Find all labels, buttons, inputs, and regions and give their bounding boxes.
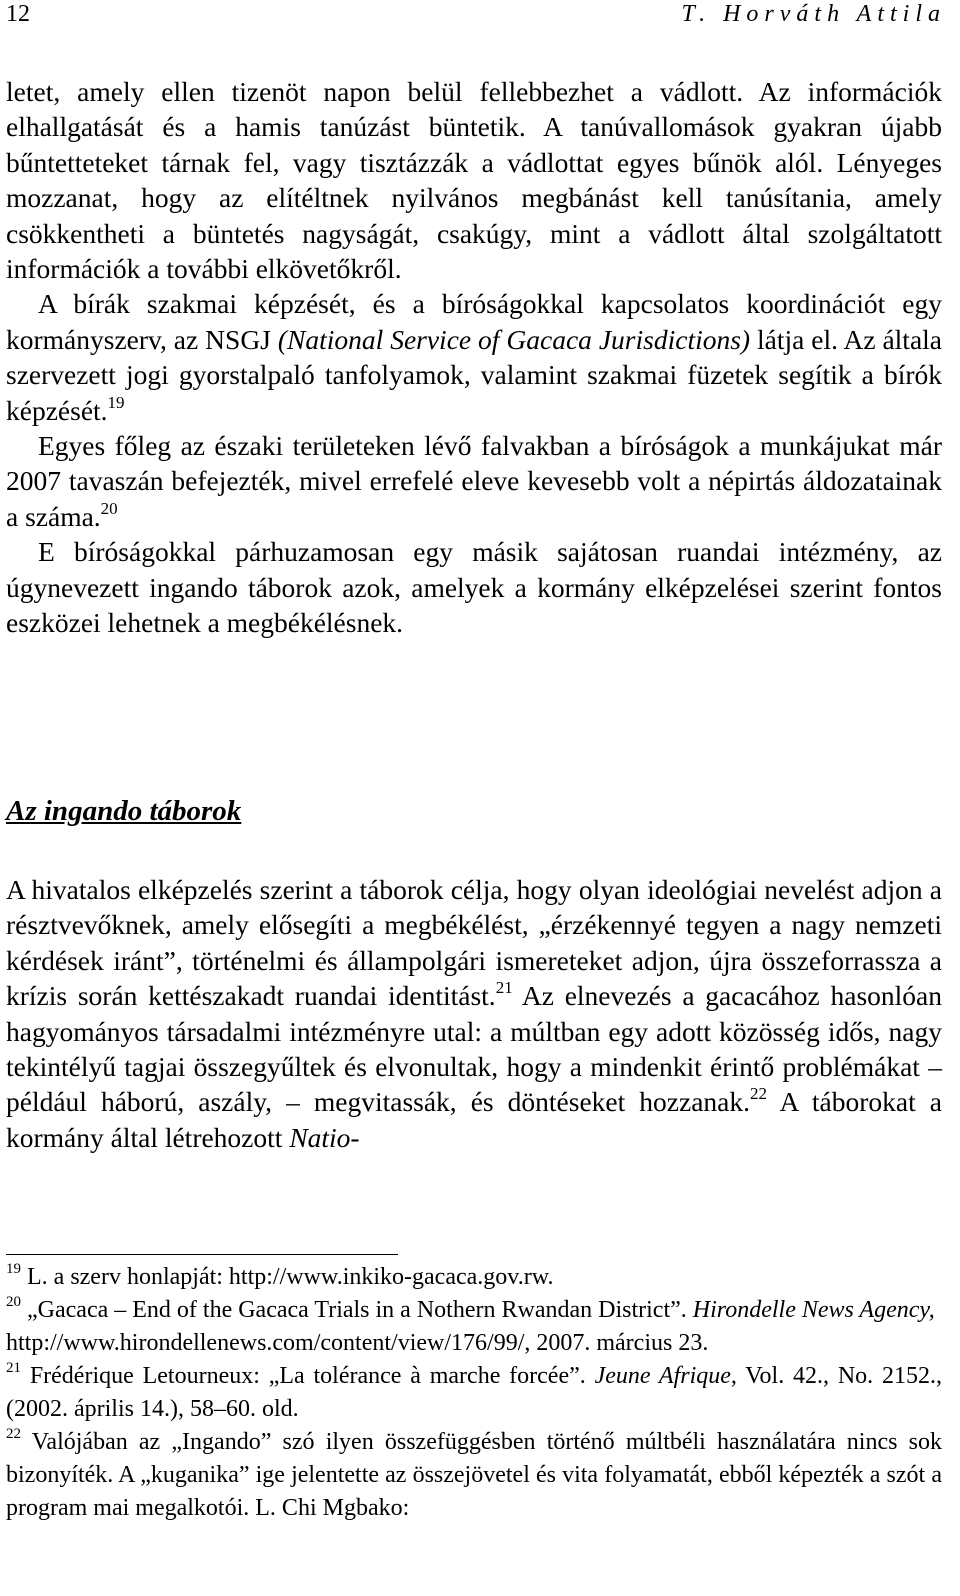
paragraph-text: Egyes főleg az északi területeken lévő falvakban a bíróságok a munkájukat már 2007 tavaszán befejezték, mivel errefelé eleve kevesebb volt a népirtás áldozatainak a száma. (6, 430, 942, 532)
paragraph-italic: Natio- (289, 1121, 360, 1153)
footnote-divider (6, 1254, 398, 1255)
footnote-link[interactable]: http://www.hirondellenews.com/content/view/176/99/, 2007. március 23. (6, 1330, 709, 1356)
footnote-text: L. a szerv honlapját: http://www.inkiko-gacaca.gov.rw. (21, 1264, 554, 1290)
paragraph (6, 428, 942, 534)
paragraph-italic: (National Service of Gacaca Jurisdictions) (277, 323, 751, 355)
footnote-20 (6, 1294, 942, 1360)
footnote-italic: Hirondelle News Agency, (692, 1297, 935, 1323)
page-number: 12 (6, 1, 30, 27)
footnotes (6, 1261, 942, 1525)
footnote-19 (6, 1261, 942, 1294)
paragraph-text: Az elnevezés a gacacához hasonlóan hagyományos társadalmi intézményre utal: a múltban egy adott közösség idős, nagy tekintélyű tagjai összegyűltek és elvonultak, hogy a mindenkit érintő problémákat – például háború, aszály, – megvitassák, és döntéseket hozzanak. (6, 980, 942, 1118)
footnote-text: Valójában az „Ingando” szó ilyen összefüggésben történő múltbéli használatára nincs sok bizonyíték. A „kuganika” ige jelentette az összejövetel és vita folyamatát, ebből képezték a szót a program mai megalkotói. L. Chi Mgbako: (6, 1429, 942, 1521)
paragraph-text: látja el. Az általa szervezett jogi gyorstalpaló tanfolyamok, valamint szakmai füzetek segítik a bírók képzését. (6, 323, 943, 426)
footnote-ref-22[interactable]: 22 (750, 1084, 767, 1104)
footnote-text: Vol. 42., No. 2152., (2002. április 14.), 58–60. old. (6, 1363, 943, 1422)
section-heading: Az ingando táborok (6, 795, 242, 827)
paragraph: E bíróságokkal párhuzamosan egy másik sajátosan ruandai intézmény, az úgynevezett ingando táborok azok, amelyek a kormány elképzelései szerint fontos eszközei lehetnek a megbékélésnek. (6, 536, 942, 639)
page-header (6, 0, 946, 28)
body-section-1 (6, 74, 942, 641)
footnote-number: 22 (6, 1426, 21, 1442)
paragraph (6, 286, 942, 428)
footnote-21 (6, 1360, 942, 1426)
footnote-ref-21[interactable]: 21 (495, 978, 513, 998)
paragraph-text: A bírák szakmai képzését, és a bíróságokkal kapcsolatos koordinációt egy kormányszerv, az NSGJ (6, 288, 942, 355)
footnote-text: Frédérique Letourneux: „La tolérance à marche forcée”. (21, 1363, 595, 1389)
footnote-number: 20 (6, 1294, 21, 1310)
footnote-text: „Gacaca – End of the Gacaca Trials in a Nothern Rwandan District”. (21, 1297, 693, 1323)
paragraph (6, 872, 942, 1155)
running-head: T. Horváth Attila (681, 1, 946, 27)
paragraph-text: A hivatalos elképzelés szerint a táborok célja, hogy olyan ideológiai nevelést adjon a résztvevőknek, amely elősegíti a megbékélést, „érzékennyé tegyen a nagy nemzeti kérdések iránt”, történelmi és állampolgári ismereteket adjon, újra összeforrassza a krízis során kettészakadt ruandai identitást. (6, 874, 942, 1012)
footnote-22 (6, 1426, 942, 1525)
footnote-ref-19[interactable]: 19 (107, 392, 125, 412)
footnote-ref-20[interactable]: 20 (100, 498, 118, 518)
footnote-italic: Jeune Afrique, (594, 1363, 737, 1389)
paragraph: letet, amely ellen tizenöt napon belül fellebbezhet a vádlott. Az információk elhallgatását és a hamis tanúzást büntetik. A tanúvallomások gyakran újabb bűntetteteket tárnak fel, vagy tisztázzák a vádlottat egyes bűnök alól. Lényeges mozzanat, hogy az elítéltnek nyilvános megbánást kell tanúsítania, amely csökkentheti a büntetés nagyságát, csakúgy, mint a vádlott által szolgáltatott információk a további elkövetőkről. (6, 76, 942, 285)
footnote-number: 21 (6, 1360, 21, 1376)
paragraph-text: A táborokat a kormány által létrehozott (6, 1086, 942, 1153)
body-section-2 (6, 872, 942, 1155)
footnote-number: 19 (6, 1261, 21, 1277)
